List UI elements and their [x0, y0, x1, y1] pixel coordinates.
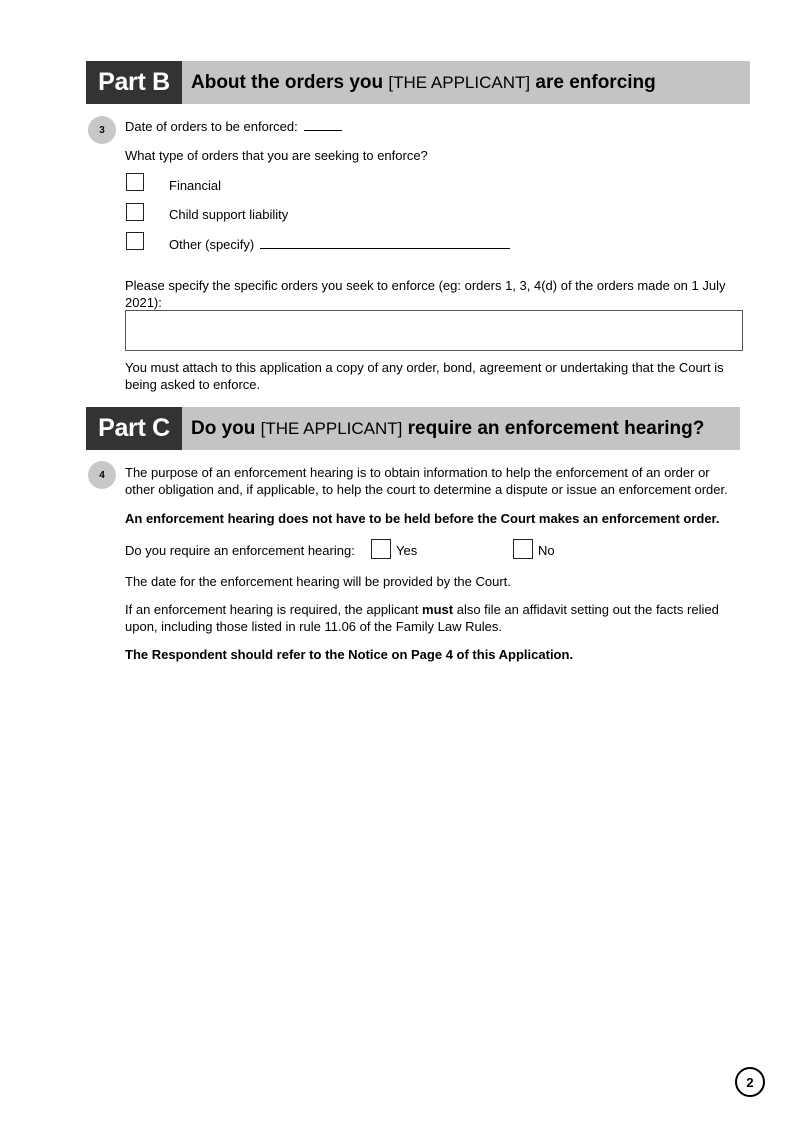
date-of-orders-row [125, 118, 342, 135]
other-specify-field[interactable] [260, 236, 510, 249]
part-c-header [86, 407, 740, 450]
part-c-title [182, 418, 704, 440]
bold-note: An enforcement hearing does not have to be held before the Court makes an enforcement order. [125, 511, 720, 526]
other-label: Other (specify) [169, 237, 255, 252]
specify-orders-text: Please specify the specific orders you seek to enforce (eg: orders 1, 3, 4(d) of the orders made on 1 July 2021): [125, 278, 726, 310]
part-b-tag: Part B [86, 61, 182, 104]
affidavit-must: must [422, 602, 454, 617]
affidavit-note [125, 601, 725, 635]
question-4-badge: 4 [88, 461, 116, 489]
financial-label: Financial [169, 178, 222, 193]
date-of-orders-label: Date of orders to be enforced: [125, 119, 298, 134]
respondent-note: The Respondent should refer to the Notice on Page 4 of this Application. [125, 647, 574, 662]
part-b-header [86, 61, 750, 104]
part-c-title-mid: [THE APPLICANT] [260, 418, 403, 438]
page-number-badge: 2 [735, 1067, 765, 1097]
part-c-title-post: require an enforcement hearing? [407, 417, 705, 439]
part-c-title-pre: Do you [191, 417, 256, 439]
hearing-yes-checkbox[interactable] [371, 539, 391, 559]
date-of-orders-field[interactable] [304, 118, 342, 131]
other-row [169, 236, 510, 253]
part-c-tag: Part C [86, 407, 182, 450]
child-support-label: Child support liability [169, 207, 289, 222]
require-hearing-question: Do you require an enforcement hearing: [125, 543, 355, 558]
hearing-yes-label: Yes [396, 543, 418, 558]
part-b-title-pre: About the orders you [191, 71, 384, 93]
question-3-badge: 3 [88, 116, 116, 144]
order-type-question: What type of orders that you are seeking to enforce? [125, 148, 428, 163]
part-b-title [182, 72, 656, 94]
financial-checkbox[interactable] [126, 173, 144, 191]
affidavit-pre: If an enforcement hearing is required, the applicant [125, 602, 419, 617]
purpose-text: The purpose of an enforcement hearing is to obtain information to help the enforcement of an order or other obligation and, if applicable, to help the court to determine a dispute or issue an enforcement order. [125, 465, 728, 497]
hearing-date-note: The date for the enforcement hearing will be provided by the Court. [125, 574, 511, 589]
hearing-no-label: No [538, 543, 555, 558]
attach-note: You must attach to this application a copy of any order, bond, agreement or undertaking that the Court is being asked to enforce. [125, 360, 724, 392]
other-checkbox[interactable] [126, 232, 144, 250]
part-b-title-mid: [THE APPLICANT] [388, 72, 531, 92]
affidavit-post: also file an affidavit setting out the facts relied upon, including those listed in rule 11.06 of the Family Law Rules. [125, 602, 719, 634]
specify-orders-input[interactable] [125, 310, 743, 351]
child-support-checkbox[interactable] [126, 203, 144, 221]
part-b-title-post: are enforcing [535, 71, 656, 93]
hearing-no-checkbox[interactable] [513, 539, 533, 559]
